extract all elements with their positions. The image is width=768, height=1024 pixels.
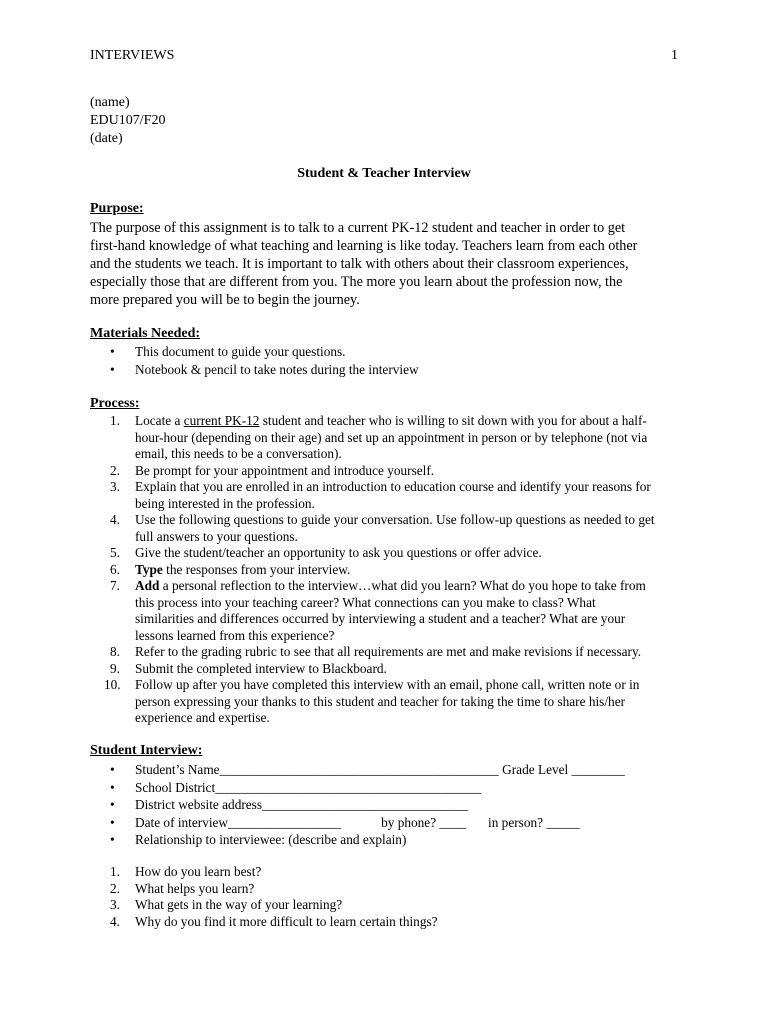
process-step: 1. Locate a current PK-12 student and teacher who is willing to sit down with you for about a half- hour-hour (depending on their age) and set up an appointment in person or by telephone (not via email, this needs to be a conversation). (110, 413, 648, 461)
bullet-icon: • (110, 814, 115, 830)
list-item: • Notebook & pencil to take notes during the interview (110, 361, 419, 377)
question-item: 4. Why do you find it more difficult to learn certain things? (110, 913, 438, 929)
grade-level-field: Grade Level ________ (502, 762, 625, 777)
process-list (104, 413, 655, 727)
meta-course: EDU107/F20 (90, 113, 166, 128)
question-item: 2. What helps you learn? (110, 880, 255, 896)
student-questions-list (110, 864, 438, 930)
district-website-field: • District website address_______________________________ (110, 797, 469, 812)
process-step: 3. Explain that you are enrolled in an introduction to education course and identify your reasons for being interested in the profession. (110, 479, 651, 511)
list-item: • This document to guide your questions. (110, 344, 346, 359)
school-district-field: • School District________________________________________ (110, 779, 482, 795)
materials-list (110, 343, 419, 378)
student-fields-list (110, 761, 625, 849)
page-header (90, 48, 678, 66)
bullet-icon: • (110, 779, 115, 795)
process-heading: Process: (90, 396, 140, 411)
process-step: 5. Give the student/teacher an opportunity to ask you questions or offer advice. (110, 545, 542, 560)
meta-name: (name) (90, 95, 130, 110)
process-step: 10. Follow up after you have completed this interview with an email, phone call, written note or in person expressing your thanks to this student and teacher for taking the time to share his/her experience and expertise. (104, 677, 640, 725)
bullet-icon: • (110, 344, 115, 359)
purpose-paragraph (90, 219, 690, 309)
process-step: 6. Type the responses from your interview. (110, 561, 351, 577)
running-head: INTERVIEWS (90, 48, 175, 63)
question-item: 1. How do you learn best? (110, 864, 262, 879)
process-step: 9. Submit the completed interview to Blackboard. (110, 660, 387, 676)
relationship-field: • Relationship to interviewee: (describe and explain) (110, 832, 407, 847)
student-interview-heading: Student Interview: (90, 743, 203, 758)
purpose-line: first-hand knowledge of what teaching and learning is like today. Teachers learn from each other (90, 238, 638, 254)
question-item: 3. What gets in the way of your learning? (110, 897, 343, 912)
process-step: 7. Add a personal reflection to the interview…what did you learn? What do you hope to take from this process into your teaching career? What connections can you make to class? What similarities and differences occurred by interviewing a student and a teacher? What are your lessons learned from this experience? (110, 578, 646, 643)
purpose-heading: Purpose: (90, 201, 144, 216)
page-number: 1 (671, 48, 678, 63)
student-name-field: • Student’s Name__________________________________________ Grade Level ________ (110, 762, 625, 777)
interview-date-field: • Date of interview_________________ by phone? ____ in person? _____ (110, 814, 580, 830)
process-step: 4. Use the following questions to guide your conversation. Use follow-up questions as needed to get full answers to your questions. (110, 512, 655, 544)
process-step: 2. Be prompt for your appointment and introduce yourself. (110, 462, 435, 478)
document-title: Student & Teacher Interview (297, 166, 471, 181)
in-person-field: in person? _____ (488, 814, 580, 830)
materials-heading: Materials Needed: (90, 326, 201, 341)
meta-date: (date) (90, 131, 123, 146)
bullet-icon: • (110, 797, 115, 812)
purpose-line: more prepared you will be to begin the journey. (90, 292, 360, 308)
bullet-icon: • (110, 762, 115, 777)
bullet-icon: • (110, 832, 115, 847)
process-step: 8. Refer to the grading rubric to see that all requirements are met and make revisions if necessary. (110, 644, 642, 659)
purpose-line: The purpose of this assignment is to talk to a current PK-12 student and teacher in order to get (90, 220, 626, 236)
purpose-line: especially those that are different from you. The more you learn about the profession now, the (90, 274, 623, 290)
by-phone-field: by phone? ____ (381, 814, 467, 830)
student-meta (90, 94, 165, 148)
bullet-icon: • (110, 361, 115, 377)
purpose-line: and the students we teach. It is important to talk with others about their classroom experiences, (90, 256, 629, 272)
